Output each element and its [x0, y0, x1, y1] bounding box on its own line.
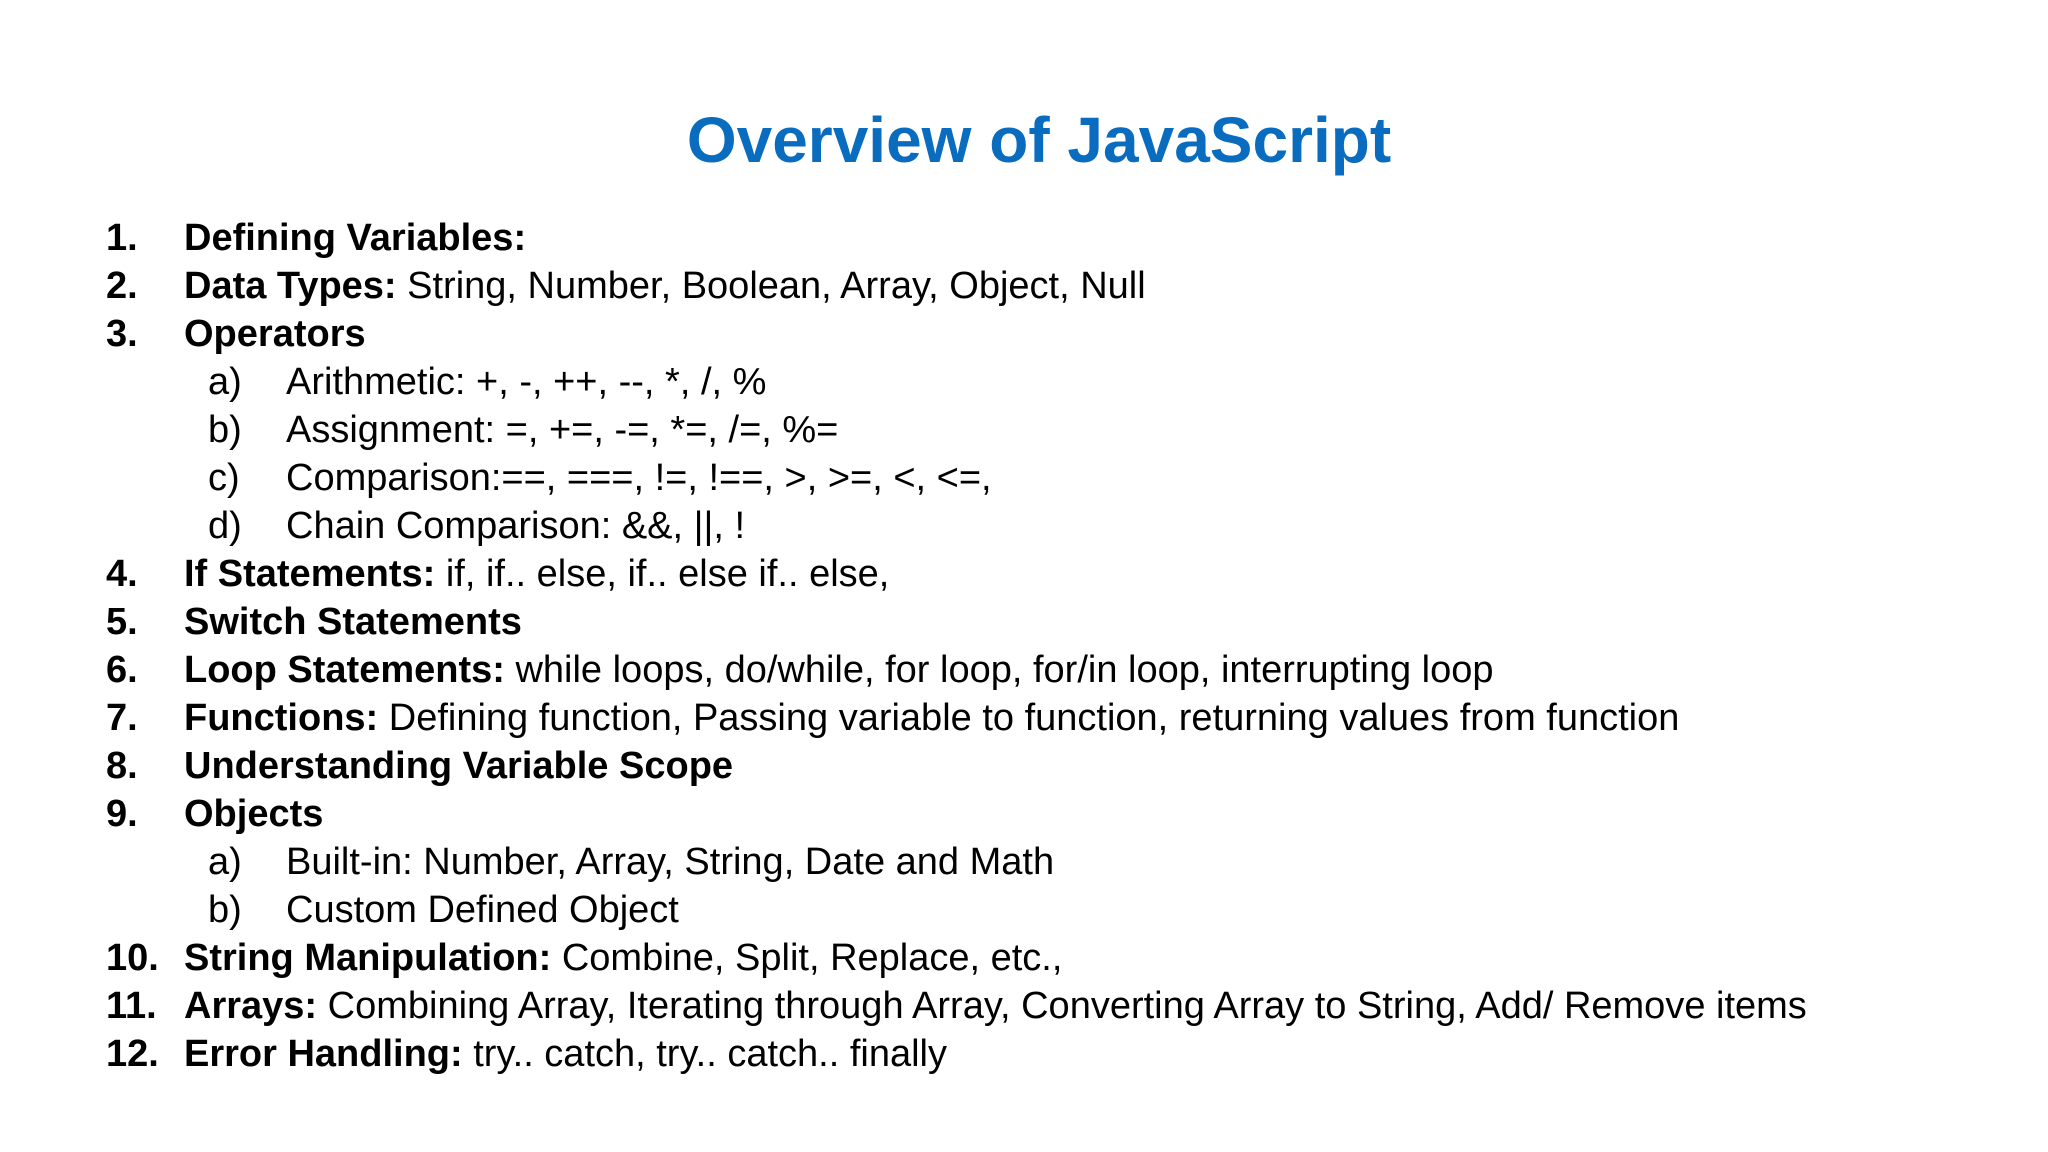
sub-list-item	[106, 502, 2026, 550]
list-item	[106, 934, 2026, 982]
list-item	[106, 982, 2026, 1030]
item-number: 12.	[106, 1033, 159, 1075]
item-text	[184, 1030, 947, 1078]
sub-item-letter: a)	[208, 841, 242, 883]
item-number: 1.	[106, 217, 138, 259]
item-text	[184, 214, 526, 262]
sub-item-letter: c)	[208, 457, 240, 499]
item-text	[184, 742, 733, 790]
item-detail: Combine, Split, Replace, etc.,	[551, 937, 1063, 979]
sub-item-text: Built-in: Number, Array, String, Date and Math	[286, 841, 1055, 883]
item-text	[184, 694, 1679, 742]
item-number: 5.	[106, 601, 138, 643]
item-text	[184, 934, 1062, 982]
list-item	[106, 310, 2026, 358]
item-number: 11.	[106, 985, 157, 1027]
list-item	[106, 214, 2026, 262]
item-label: Operators	[184, 313, 366, 355]
item-label: Arrays:	[184, 985, 318, 1027]
item-text	[184, 310, 366, 358]
item-number: 8.	[106, 745, 138, 787]
item-label: Switch Statements	[184, 601, 522, 643]
item-number: 10.	[106, 937, 159, 979]
item-number: 6.	[106, 649, 138, 691]
sub-item-letter: d)	[208, 505, 242, 547]
sub-item-letter: a)	[208, 361, 242, 403]
item-detail: Combining Array, Iterating through Array, Converting Array to String, Add/ Remove items	[317, 985, 1807, 1027]
list-item	[106, 694, 2026, 742]
item-text	[184, 646, 1493, 694]
item-text	[184, 550, 889, 598]
item-label: Error Handling:	[184, 1033, 463, 1075]
list-item	[106, 790, 2026, 838]
sub-item-text: Arithmetic: +, -, ++, --, *, /, %	[286, 361, 767, 403]
item-detail: Defining function, Passing variable to function, returning values from function	[378, 697, 1680, 739]
sub-list-item	[106, 406, 2026, 454]
list-item	[106, 742, 2026, 790]
sub-list-item	[106, 886, 2026, 934]
item-number: 4.	[106, 553, 138, 595]
topic-list	[106, 214, 2026, 1078]
sub-item-text: Comparison:==, ===, !=, !==, >, >=, <, <=,	[286, 457, 992, 499]
sub-item-text: Assignment: =, +=, -=, *=, /=, %=	[286, 409, 839, 451]
sub-item-letter: b)	[208, 889, 242, 931]
item-detail: try.. catch, try.. catch.. finally	[462, 1033, 947, 1075]
item-label: Functions:	[184, 697, 379, 739]
item-text	[184, 262, 1146, 310]
item-detail: while loops, do/while, for loop, for/in loop, interrupting loop	[504, 649, 1494, 691]
sub-item-text: Chain Comparison: &&, ||, !	[286, 505, 746, 547]
item-text	[184, 598, 522, 646]
item-label: Defining Variables:	[184, 217, 527, 259]
item-label: Objects	[184, 793, 324, 835]
list-item	[106, 550, 2026, 598]
item-detail: if, if.. else, if.. else if.. else,	[435, 553, 890, 595]
item-number: 2.	[106, 265, 138, 307]
item-label: String Manipulation:	[184, 937, 552, 979]
item-number: 3.	[106, 313, 138, 355]
item-text	[184, 790, 323, 838]
sub-list-item	[106, 358, 2026, 406]
sub-list-item	[106, 838, 2026, 886]
sub-list-item	[106, 454, 2026, 502]
sub-item-text: Custom Defined Object	[286, 889, 679, 931]
list-item	[106, 598, 2026, 646]
item-label: Understanding Variable Scope	[184, 745, 734, 787]
list-item	[106, 646, 2026, 694]
item-number: 9.	[106, 793, 138, 835]
item-label: Loop Statements:	[184, 649, 505, 691]
item-number: 7.	[106, 697, 138, 739]
item-label: If Statements:	[184, 553, 436, 595]
list-item	[106, 1030, 2026, 1078]
slide-title: Overview of JavaScript	[686, 104, 1392, 176]
item-text	[184, 982, 1807, 1030]
list-item	[106, 262, 2026, 310]
item-detail: String, Number, Boolean, Array, Object, Null	[396, 265, 1146, 307]
sub-item-letter: b)	[208, 409, 242, 451]
item-label: Data Types:	[184, 265, 397, 307]
